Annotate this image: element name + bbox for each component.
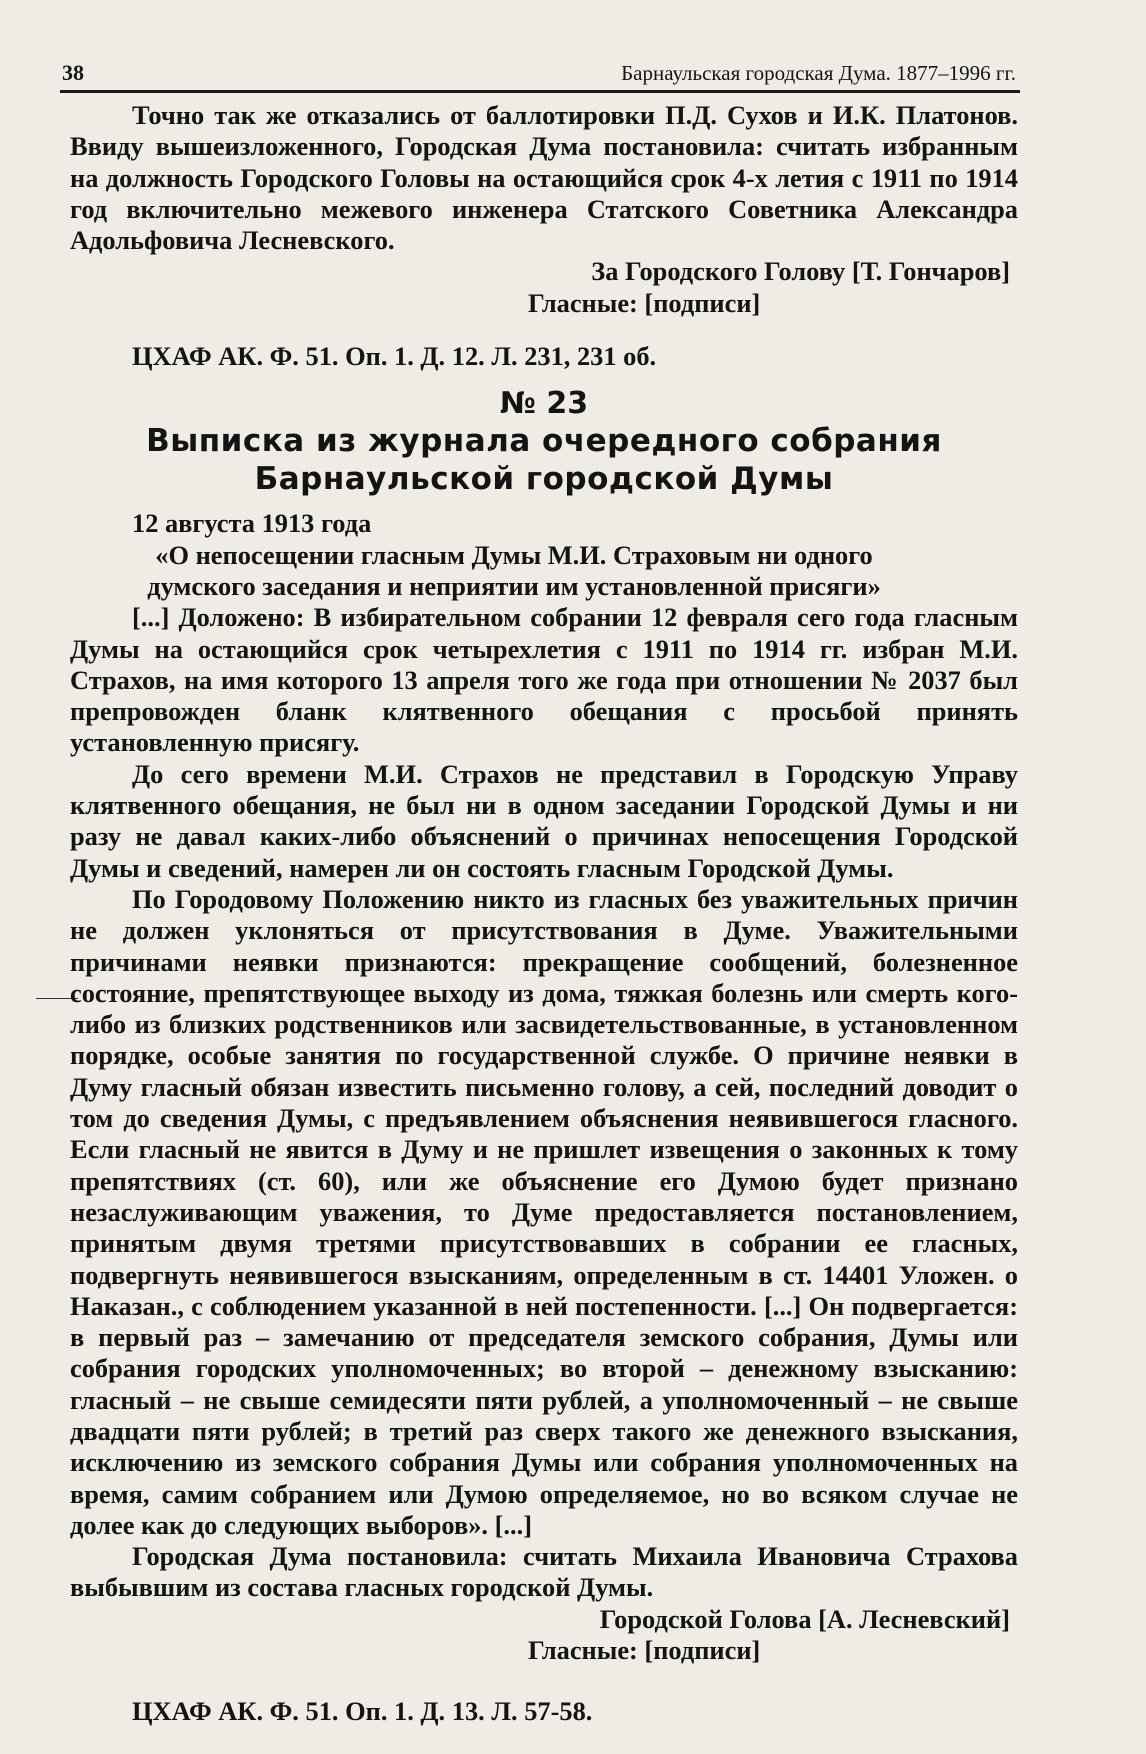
- signature-head: За Городского Голову [Т. Гончаров]: [591, 256, 1010, 287]
- signature-head: Городской Голова [А. Лесневский]: [599, 1603, 1010, 1634]
- signature-members: Гласные: [подписи]: [528, 287, 761, 318]
- running-title: Барнаульская городская Дума. 1877–1996 гг.: [621, 61, 1016, 85]
- archive-reference: ЦХАФ АК. Ф. 51. Оп. 1. Д. 12. Л. 231, 231 об.: [132, 341, 657, 372]
- document-title-line-1: Выписка из журнала очередного собрания: [146, 423, 942, 460]
- document-date: 12 августа 1913 года: [132, 508, 372, 539]
- document-number: № 23: [499, 386, 589, 422]
- paragraph: [...] Доложено: В избирательном собрании 12 февраля сего года гласным Думы на остающийся срок четырехлетия с 1911 по 1914 гг. избран М.И. Страхов, на имя которого 13 апреля того же года при отношении № 2037 был препровожден бланк клятвенного обещания с просьбой принять установленную присягу.: [70, 602, 1018, 758]
- signature-members: Гласные: [подписи]: [528, 1635, 761, 1666]
- paragraph: По Городовому Положению никто из гласных без уважительных причин не должен уклоняться от присутствования в Думе. Уважительными причинами неявки признаются: прекращение сообщений, болезненное состояние, препятствующее выходу из дома, тяжкая болезнь или смерть кого-либо из близких родственников или засвидетельствованные, в установленном порядке, особые занятия по государственной службе. О причине неявки в Думу гласный обязан известить письменно голову, а сей, последний доводит о том до сведения Думы, с предъявлением объяснения неявившегося гласного. Если гласный не явится в Думу и не пришлет извещения о законных к тому препятствиях (ст. 60), или же объяснение его Думою будет признано незаслуживающим уважения, то Думе предоставляется постановлением, принятым двумя третями присутствовавших в собрании ее гласных, подвергнуть неявившегося взысканиям, определенным в ст. 14401 Уложен. о Наказан., с соблюдением указанной в ней постепенности. [...] Он подвергается: в первый раз – замечанию от председателя земского собрания, Думы или собрания городских уполномоченных; во второй – денежному взысканию: гласный – не свыше семидесяти пяти рублей, а уполномоченный – не свыше двадцати пяти рублей; в третий раз сверх такого же денежного взыскания, исключению из земского собрания Думы или собрания уполномоченных на время, самим собранием или Думою определяемое, но во всяком случае не долее как до следующих выборов». [...]: [70, 883, 1018, 1540]
- paragraph: Городская Дума постановила: считать Михаила Ивановича Страхова выбывшим из состава гласных городской Думы.: [70, 1541, 1018, 1603]
- document-title-line-2: Барнаульской городской Думы: [254, 461, 834, 498]
- page-header: [60, 56, 1020, 93]
- paragraph: До сего времени М.И. Страхов не представил в Городскую Управу клятвенного обещания, не был ни в одном заседании Городской Думы и ни разу не давал каких-либо объяснений о причинах непосещения Городской Думы и сведений, намерен ли он состоять гласным Городской Думы.: [70, 758, 1018, 883]
- page-number: 38: [62, 60, 84, 85]
- page-body: [70, 100, 1018, 1728]
- paragraph: Точно так же отказались от баллотировки П.Д. Сухов и И.К. Платонов. Ввиду вышеизложенного, Городская Дума постановила: считать избранным на должность Городского Головы на остающийся срок 4-х летия с 1911 по 1914 год включительно межевого инженера Статского Советника Александра Адольфовича Лесневского.: [70, 100, 1018, 256]
- archive-reference: ЦХАФ АК. Ф. 51. Оп. 1. Д. 13. Л. 57-58.: [132, 1696, 593, 1727]
- document-subject: «О непосещении гласным Думы М.И. Страховым ни одного думского заседания и неприятии им установленной присяги»: [147, 539, 881, 601]
